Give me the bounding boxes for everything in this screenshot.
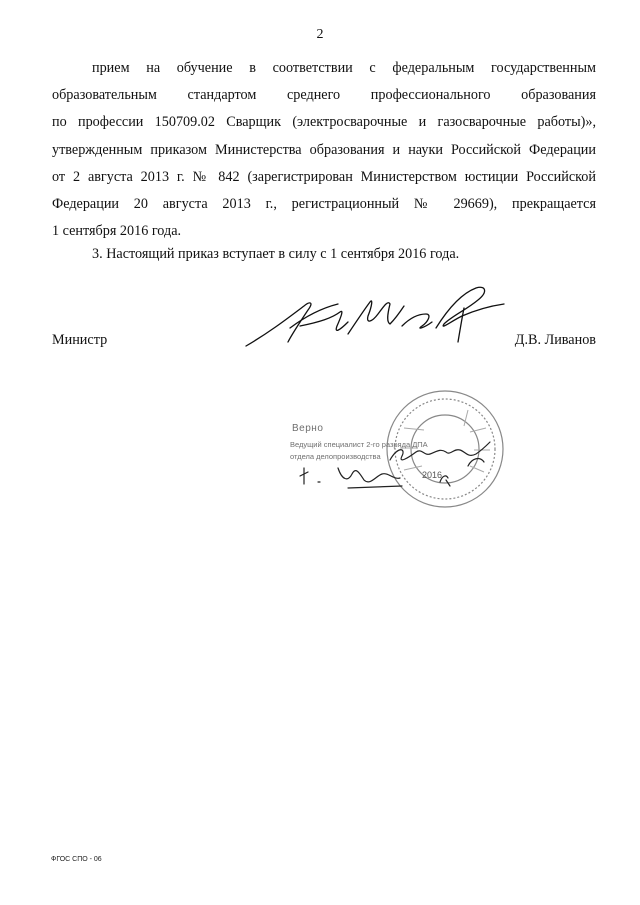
stamp-year: 2016 (422, 470, 443, 480)
paragraph-line: от 2 августа 2013 г. № 842 (зарегистрирован Министерством юстиции Российской (52, 168, 596, 185)
handwritten-signature (240, 282, 510, 352)
paragraph-line: 1 сентября 2016 года. (52, 223, 182, 240)
signatory-name: Д.В. Ливанов (514, 332, 596, 348)
page-number: 2 (316, 27, 324, 42)
continuation-paragraph (52, 55, 596, 245)
handwritten-certification (290, 436, 500, 496)
document-footer: ФГОС СПО - 06 (51, 856, 102, 863)
paragraph-line: Федерации 20 августа 2013 г., регистрационный № 29669), прекращается (52, 196, 596, 213)
stamp-title: Верно (292, 423, 324, 434)
signatory-title: Министр (52, 332, 108, 348)
stamp-department: отдела делопроизводства (290, 452, 381, 461)
stamp-position: Ведущий специалист 2-го разряда ДПА (290, 440, 428, 449)
paragraph-line: утвержденным приказом Министерства образования и науки Российской Федерации (52, 141, 596, 158)
paragraph-line: прием на обучение в соответствии с федеральным государственным (92, 60, 596, 76)
paragraph-line: образовательным стандартом среднего профессионального образования (52, 87, 596, 104)
paragraph-line: по профессии 150709.02 Сварщик (электросварочные и газосварочные работы)», (52, 114, 596, 131)
clause-3: 3. Настоящий приказ вступает в силу с 1 сентября 2016 года. (92, 246, 460, 262)
